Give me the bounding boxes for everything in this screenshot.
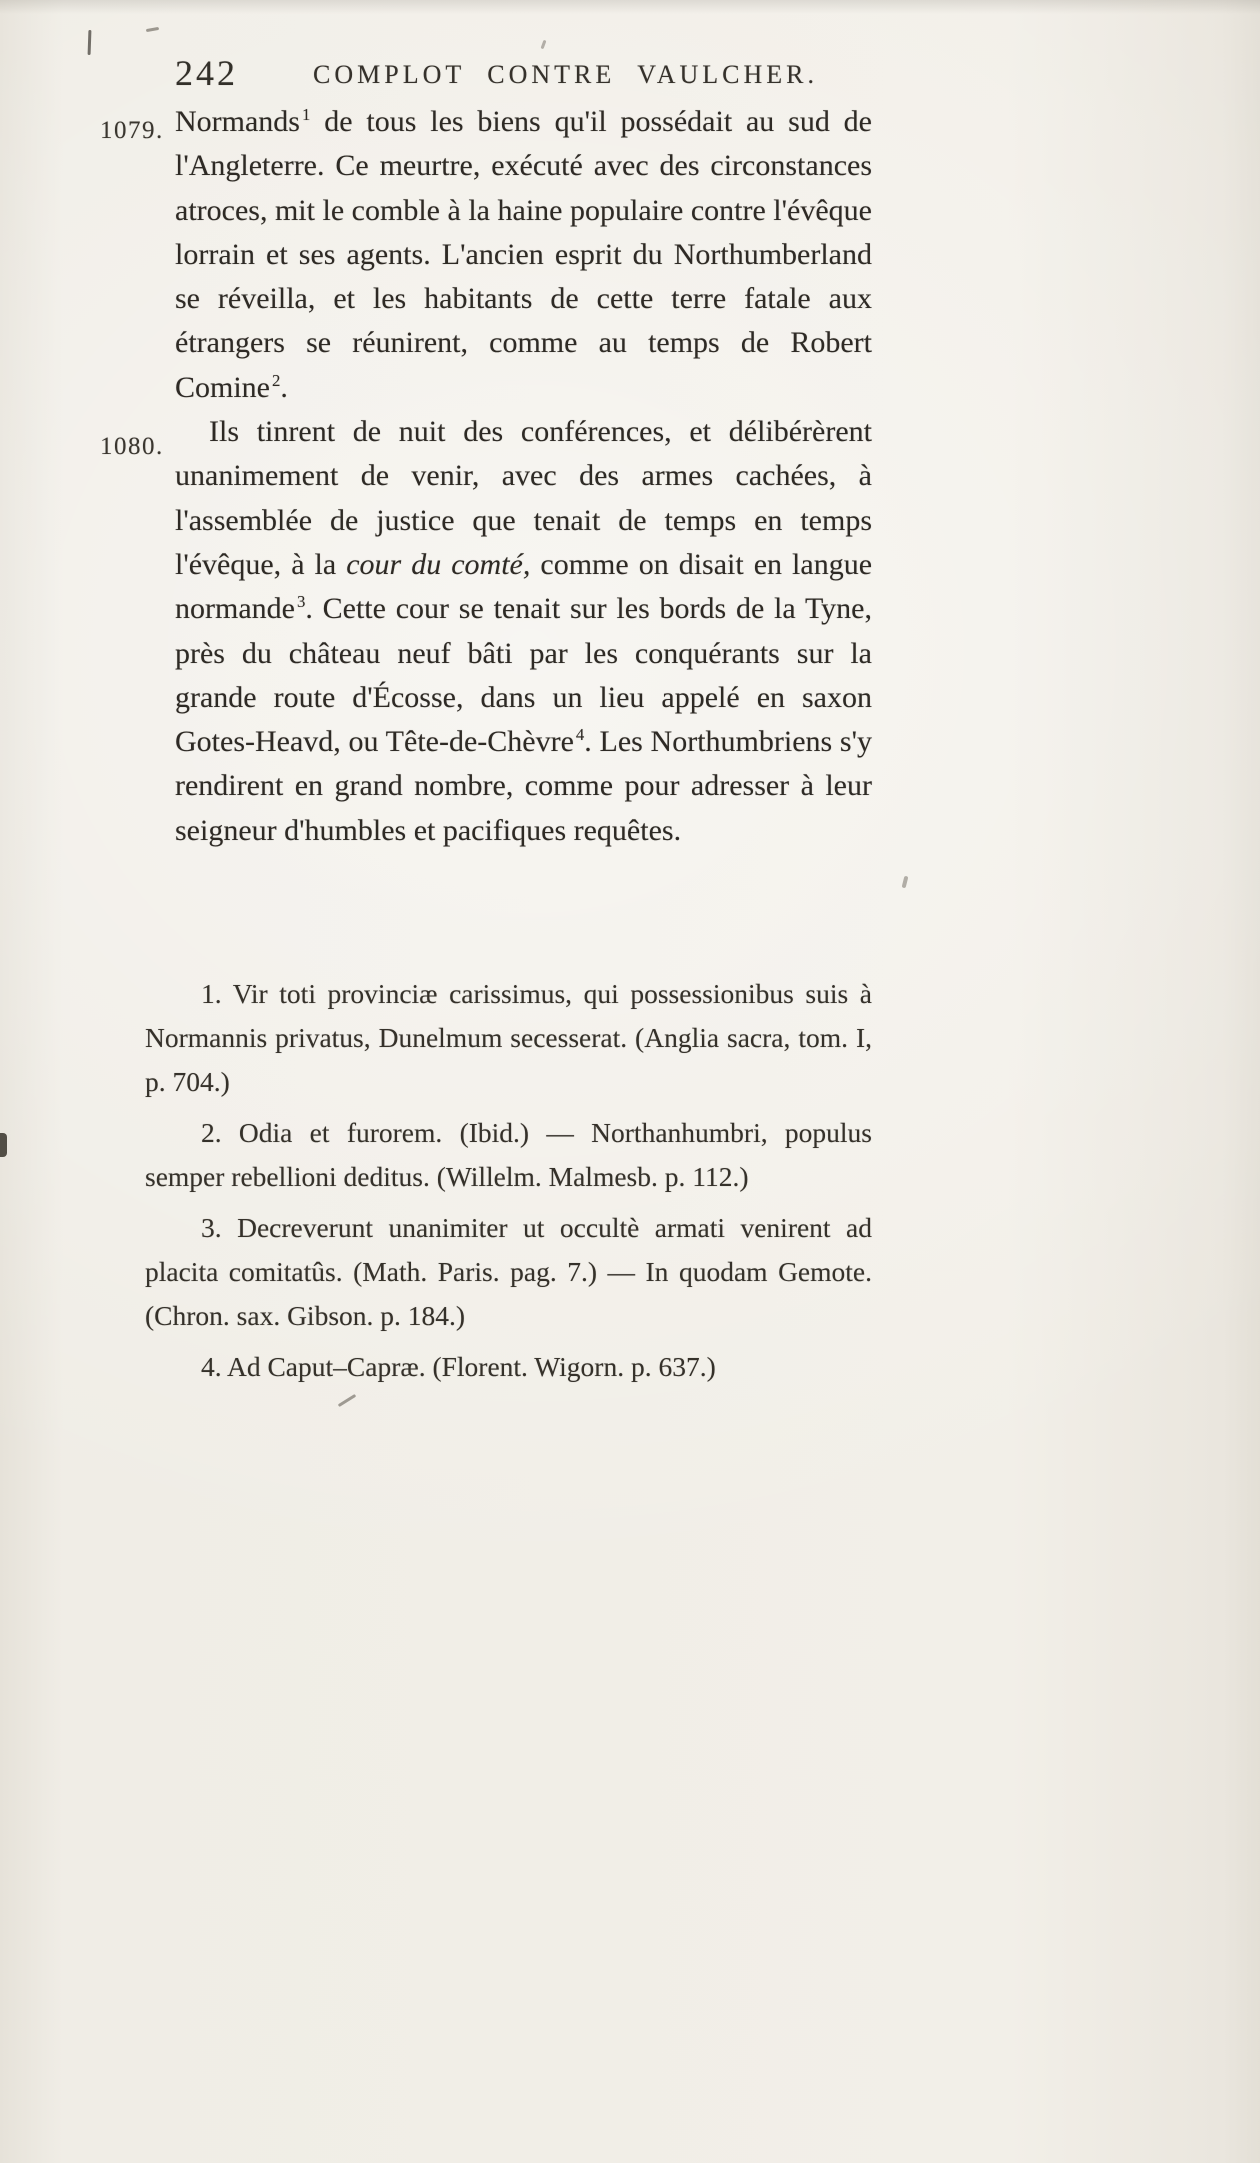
margin-year-note: 1079.	[100, 117, 164, 144]
running-header-title: COMPLOT CONTRE VAULCHER.	[313, 60, 818, 89]
footnote-reference-mark: 1	[301, 105, 311, 124]
scan-artifact-accent	[541, 40, 547, 49]
text-segment: Normands	[175, 105, 300, 138]
text-segment: Ils tinrent de nuit des conférences, et délibérèrent unanimement de venir, avec des armes cachées, à l'assemblée de justice que tenait de temps en temps l'évêque, à la	[175, 415, 872, 581]
footnote-reference-mark: 2	[272, 370, 281, 390]
footnote: 4. Ad Caput–Capræ. (Florent. Wigorn. p. 637.)	[201, 1351, 716, 1382]
main-text-block	[175, 100, 872, 853]
scan-artifact-tick	[88, 30, 92, 55]
footnotes-block	[145, 972, 872, 1396]
footnote: 3. Decreverunt unanimiter ut occultè armati venirent ad placita comitatûs. (Math. Paris. pag. 7.) — In quodam Gemote. (Chron. sax. Gibson. p. 184.)	[145, 1212, 872, 1331]
text-segment: de tous les biens qu'il possédait au sud de l'Angleterre. Ce meurtre, exécuté avec des circonstances atroces, mit le comble à la haine populaire contre l'évêque lorrain et ses agents. L'ancien esprit du Northumberland se réveilla, et les habitants de cette terre fatale aux étrangers se réunirent, comme au temps de Robert Comine	[175, 105, 872, 404]
text-segment: .	[280, 370, 288, 404]
text-segment: cour du comté,	[346, 547, 531, 581]
paragraph	[175, 410, 872, 853]
footnote-reference-mark: 4	[575, 725, 585, 745]
text-segment: . Les Northumbriens s'y rendirent en grand nombre, comme pour adresser à leur seigneur d'humbles et pacifiques requêtes.	[175, 725, 872, 847]
footnote: 1. Vir toti provinciæ carissimus, qui possessionibus suis à Normannis privatus, Dunelmum secesserat. (Anglia sacra, tom. I, p. 704.)	[145, 978, 872, 1097]
text-segment: comme on disait en langue normande	[175, 547, 873, 626]
scan-artifact-speck	[902, 876, 909, 889]
text-segment: . Cette cour se tenait sur les bords de la Tyne, près du château neuf bâti par les conquérants sur la grande route d'Écosse, dans un lieu appelé en saxon Gotes-Heavd, ou Tête-de-Chèvre	[175, 592, 872, 759]
scan-artifact-dash	[146, 27, 159, 32]
scan-artifact-edge-blot	[0, 1133, 7, 1157]
paragraph	[175, 100, 872, 410]
footnote-reference-mark: 3	[296, 592, 306, 612]
page-number: 242	[175, 53, 238, 93]
margin-year-note: 1080.	[100, 433, 164, 460]
footnote: 2. Odia et furorem. (Ibid.) — Northanhumbri, populus semper rebellioni deditus. (Willelm. Malmesb. p. 112.)	[145, 1117, 872, 1192]
